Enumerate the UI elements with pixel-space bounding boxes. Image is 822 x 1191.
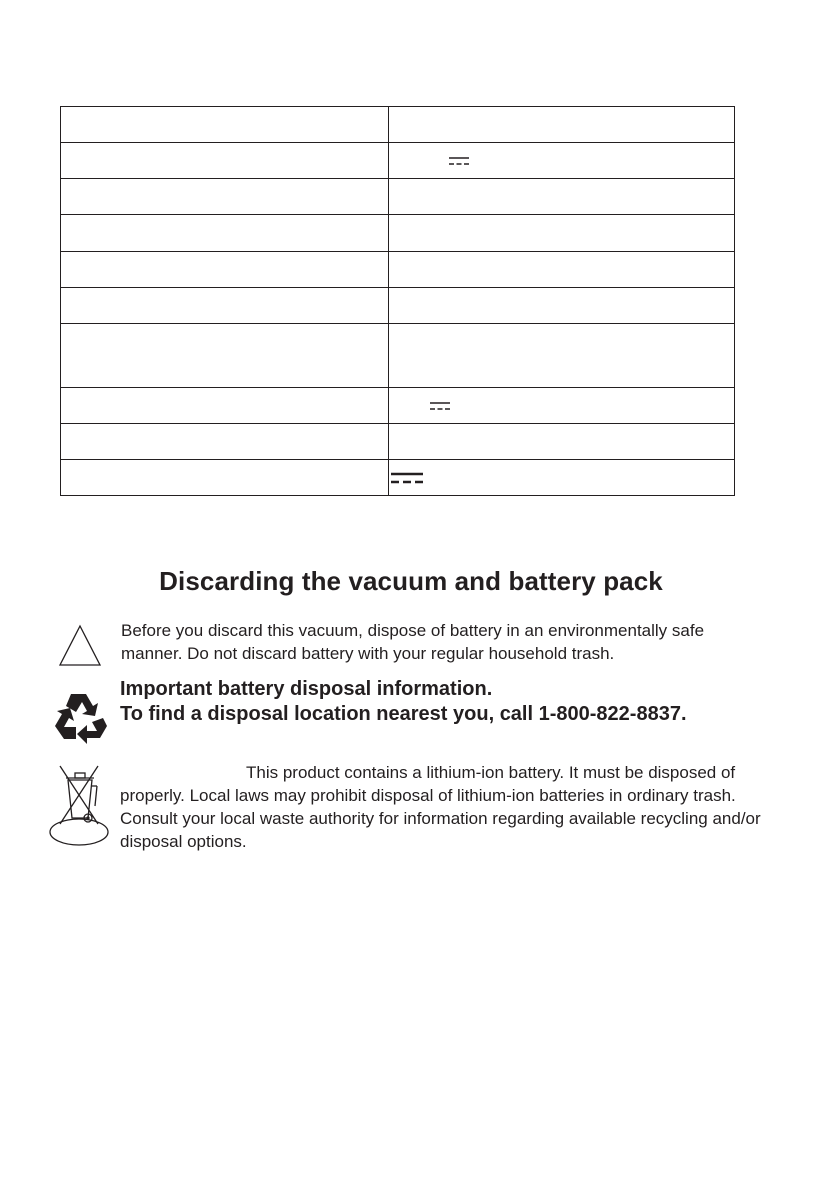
table-row — [61, 324, 735, 388]
spec-label-cell — [61, 252, 389, 288]
spec-value-cell — [389, 143, 735, 179]
warning-triangle-icon — [58, 624, 102, 668]
spec-label-cell — [61, 288, 389, 324]
table-row — [61, 388, 735, 424]
spec-label-cell — [61, 324, 389, 388]
spec-value-cell — [389, 179, 735, 215]
disposal-phone-line: To find a disposal location nearest you, call 1-800-822-8837. — [120, 703, 687, 725]
spec-value-cell — [389, 288, 735, 324]
spec-label-cell — [61, 143, 389, 179]
specifications-table — [60, 106, 735, 496]
spec-value-cell — [389, 107, 735, 143]
spec-value-cell — [389, 460, 735, 496]
table-row — [61, 107, 735, 143]
crossed-out-bin-icon — [48, 762, 112, 848]
table-row — [61, 179, 735, 215]
spec-label-cell — [61, 215, 389, 252]
recycle-icon — [51, 688, 109, 746]
dc-current-icon — [430, 401, 450, 411]
table-row — [61, 288, 735, 324]
table-row — [61, 143, 735, 179]
section-title: Discarding the vacuum and battery pack — [159, 566, 663, 596]
spec-value-cell — [389, 388, 735, 424]
spec-label-cell — [61, 424, 389, 460]
dc-current-icon — [449, 156, 469, 166]
table-row — [61, 460, 735, 496]
lithium-battery-paragraph: This product contains a lithium-ion battery. It must be disposed of properly. Local laws may prohibit disposal of lithium-ion batteries in ordinary trash. Consult your local waste authority for information regarding available recycling and/or disposal options. — [120, 763, 761, 851]
dc-current-icon — [391, 472, 423, 484]
spec-value-cell — [389, 324, 735, 388]
spec-label-cell — [61, 460, 389, 496]
spec-label-cell — [61, 388, 389, 424]
spec-label-cell — [61, 107, 389, 143]
warning-paragraph: Before you discard this vacuum, dispose of battery in an environmentally safe manner. Do not discard battery with your regular household trash. — [121, 621, 705, 663]
spec-label-cell — [61, 179, 389, 215]
spec-value-cell — [389, 215, 735, 252]
spec-value-cell — [389, 424, 735, 460]
spec-value-cell — [389, 252, 735, 288]
table-row — [61, 252, 735, 288]
table-row — [61, 215, 735, 252]
table-row — [61, 424, 735, 460]
important-disposal-heading: Important battery disposal information. — [120, 678, 493, 700]
